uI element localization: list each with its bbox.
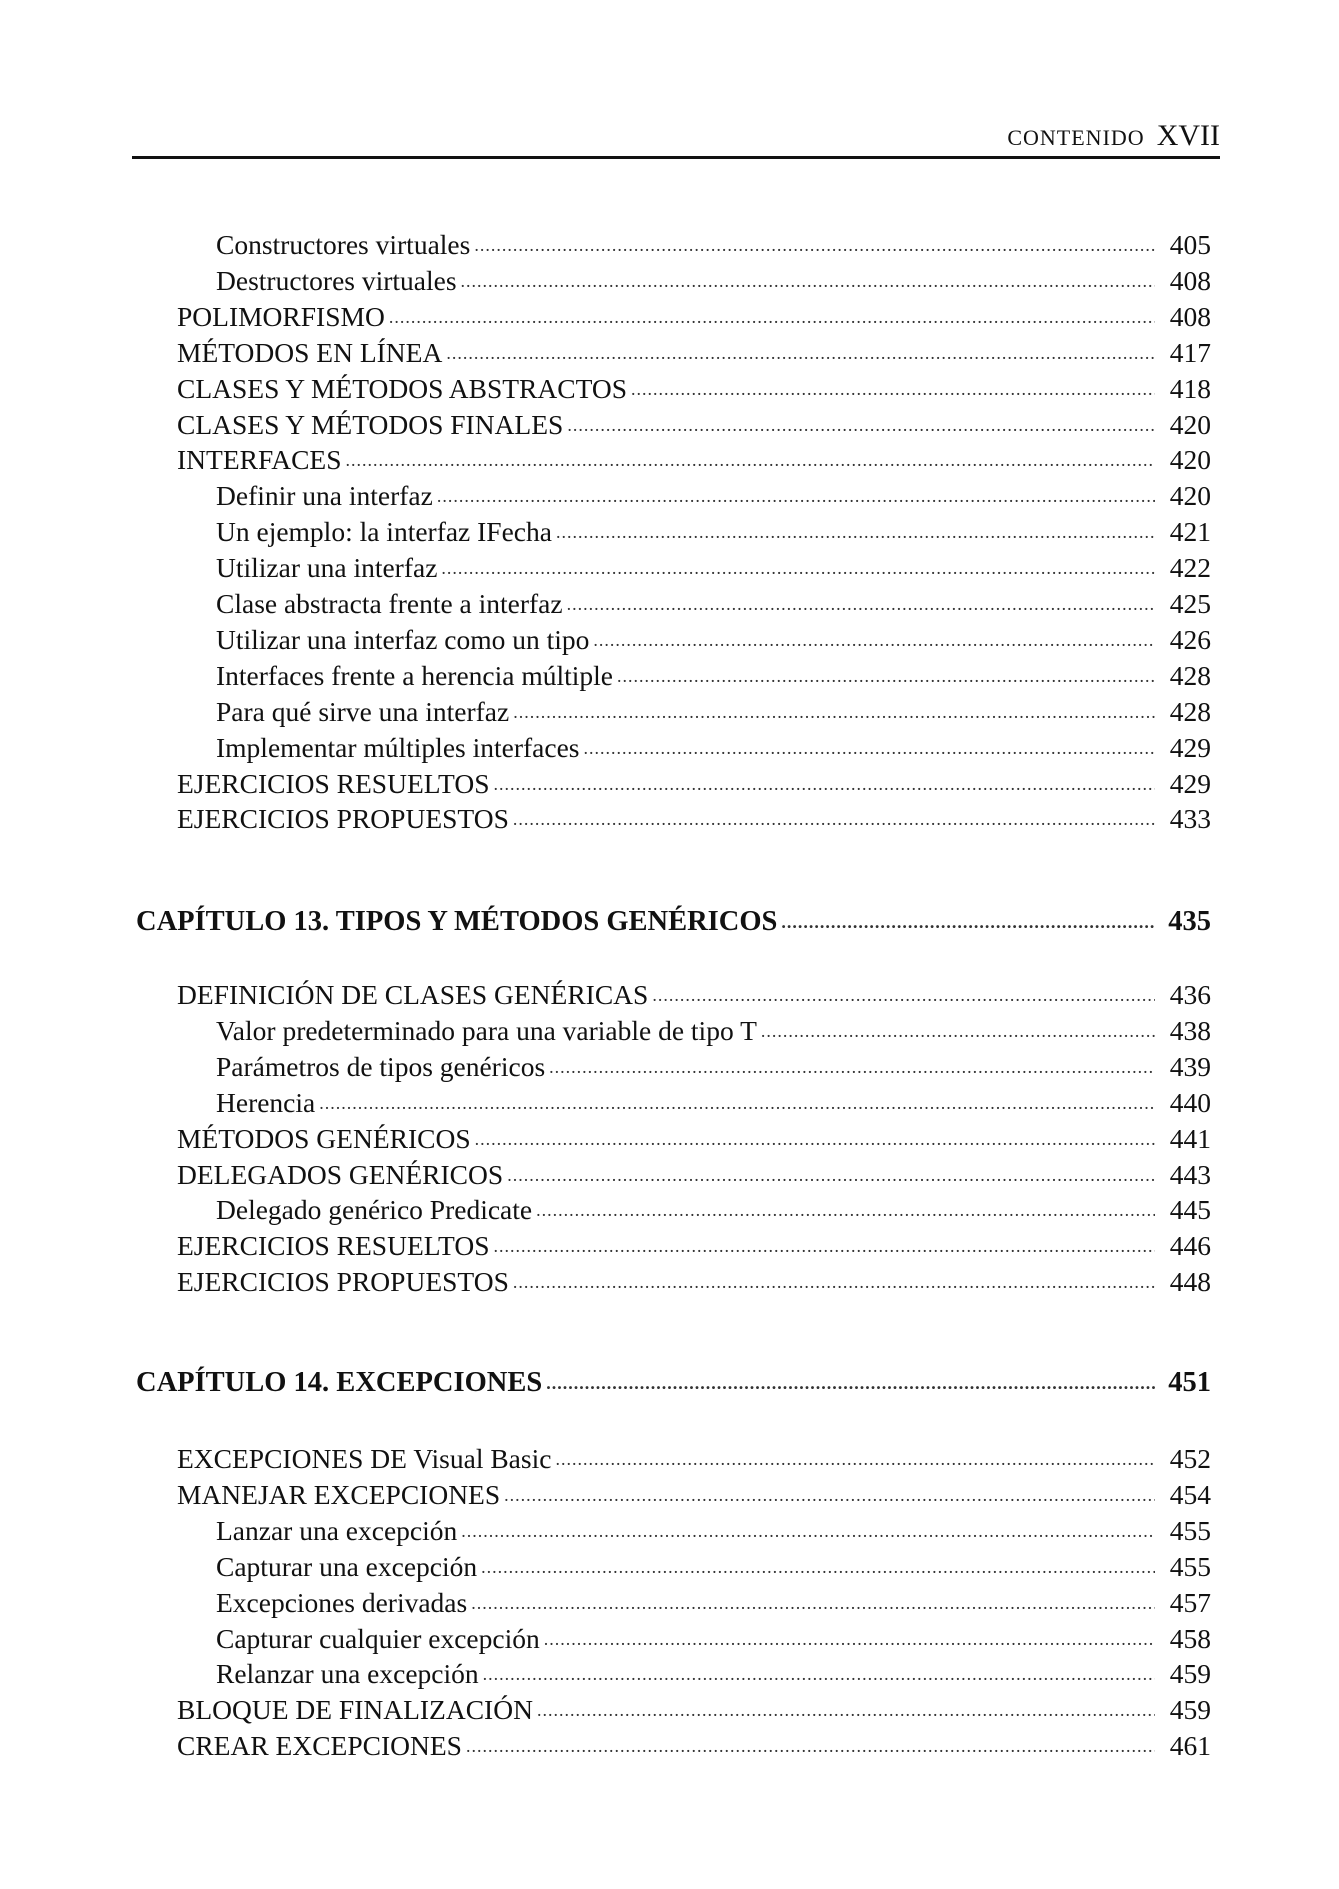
dot-leader [437,486,1155,506]
toc-section-entry[interactable] [177,300,1211,334]
dot-leader [466,1736,1155,1756]
dot-leader [483,1664,1155,1684]
entry-title: BLOQUE DE FINALIZACIÓN [177,1694,533,1726]
entry-page-number: 436 [1169,979,1211,1010]
entry-title: EJERCICIOS RESUELTOS [177,767,490,799]
toc-subsection-entry[interactable] [216,479,1211,513]
header-section-title: CONTENIDO [1007,125,1145,150]
dot-leader [593,630,1155,650]
entry-page-number: 429 [1169,731,1211,763]
toc-section-entry[interactable] [177,1478,1211,1512]
entry-title: Para qué sirve una interfaz [216,695,510,727]
entry-title: DELEGADOS GENÉRICOS [177,1158,504,1190]
toc-section-entry[interactable] [177,802,1211,836]
dot-leader [319,1093,1155,1113]
dot-leader [631,379,1155,399]
entry-title: EJERCICIOS PROPUESTOS [177,1266,509,1298]
entry-title: MÉTODOS EN LÍNEA [177,336,443,368]
toc-subsection-entry[interactable] [216,731,1211,765]
entry-title: DEFINICIÓN DE CLASES GENÉRICAS [177,979,649,1010]
entry-title: MANEJAR EXCEPCIONES [177,1478,501,1510]
dot-leader [504,1485,1155,1505]
toc-section-entry[interactable] [177,1442,1211,1476]
dot-leader [556,522,1155,542]
dot-leader [513,702,1155,722]
entry-page-number: 433 [1169,803,1211,835]
dot-leader [781,912,1155,932]
entry-title: Destructores virtuales [216,264,457,296]
toc-section-entry[interactable] [177,1229,1211,1263]
toc-subsection-entry[interactable] [216,1086,1211,1120]
entry-title: Excepciones derivadas [216,1586,468,1618]
running-header [132,118,1220,156]
dot-leader [546,1373,1155,1393]
entry-page-number: 428 [1169,695,1211,727]
entry-title: Herencia [216,1086,316,1118]
dot-leader [471,1593,1155,1613]
entry-title: Parámetros de tipos genéricos [216,1050,546,1082]
entry-title: Lanzar una excepción [216,1514,458,1546]
chapter-14-heading[interactable] [136,1364,1211,1402]
chapter-title: CAPÍTULO 13. TIPOS Y MÉTODOS GENÉRICOS [136,906,778,937]
entry-page-number: 443 [1169,1158,1211,1190]
dot-leader [513,809,1155,829]
toc-section-entry[interactable] [177,1729,1211,1763]
header-page-number: XVII [1156,119,1220,152]
entry-title: Clase abstracta frente a interfaz [216,588,563,619]
entry-page-number: 440 [1169,1086,1211,1118]
dot-leader [507,1165,1155,1185]
dot-leader [446,343,1155,363]
entry-title: Interfaces frente a herencia múltiple [216,659,613,691]
entry-page-number: 428 [1169,659,1211,691]
dot-leader [544,1629,1155,1649]
dot-leader [494,774,1156,794]
entry-title: CLASES Y MÉTODOS FINALES [177,408,564,440]
entry-title: Utilizar una interfaz [216,552,438,584]
dot-leader [536,1200,1155,1220]
dot-leader [617,666,1155,686]
entry-page-number: 448 [1169,1266,1211,1298]
entry-page-number: 441 [1169,1122,1211,1154]
entry-page-number: 455 [1169,1550,1211,1582]
entry-page-number: 420 [1169,480,1211,512]
entry-title: INTERFACES [177,444,342,476]
entry-title: EJERCICIOS PROPUESTOS [177,803,509,835]
entry-title: Valor predeterminado para una variable de tipo T [216,1014,757,1046]
toc-subsection-entry[interactable] [216,695,1211,729]
toc-subsection-entry[interactable] [216,1014,1211,1048]
entry-page-number: 408 [1169,264,1211,296]
entry-page-number: 457 [1169,1586,1211,1618]
dot-leader [346,450,1155,470]
toc-subsection-entry[interactable] [216,659,1211,693]
toc-subsection-entry[interactable] [216,515,1211,549]
toc-subsection-entry[interactable] [216,1586,1211,1620]
entry-page-number: 439 [1169,1050,1211,1082]
entry-title: Delegado genérico Predicate [216,1194,533,1226]
entry-page-number: 446 [1169,1230,1211,1262]
dot-leader [441,558,1155,578]
chapter-title: CAPÍTULO 14. EXCEPCIONES [136,1367,543,1398]
entry-page-number: 422 [1169,552,1211,584]
entry-page-number: 459 [1169,1694,1211,1726]
entry-page-number: 452 [1169,1443,1211,1474]
entry-page-number: 445 [1169,1194,1211,1226]
entry-title: POLIMORFISMO [177,300,385,332]
toc-subsection-entry[interactable] [216,264,1211,298]
dot-leader [474,235,1155,255]
entry-title: Capturar cualquier excepción [216,1622,540,1654]
entry-page-number: 417 [1169,336,1211,368]
entry-page-number: 455 [1169,1514,1211,1546]
entry-title: Un ejemplo: la interfaz IFecha [216,516,552,548]
entry-page-number: 429 [1169,767,1211,799]
toc-subsection-entry[interactable] [216,551,1211,585]
entry-page-number: 420 [1169,408,1211,440]
dot-leader [761,1021,1155,1041]
dot-leader [389,307,1155,327]
entry-page-number: 426 [1169,623,1211,655]
entry-title: CLASES Y MÉTODOS ABSTRACTOS [177,372,628,404]
dot-leader [475,1129,1155,1149]
dot-leader [567,594,1155,614]
toc-section-entry[interactable] [177,1693,1211,1727]
chapter-13-heading[interactable] [136,903,1211,941]
toc-section-entry[interactable] [177,372,1211,406]
entry-title: Constructores virtuales [216,229,471,260]
toc-section-entry[interactable] [177,1265,1211,1299]
dot-leader [481,1557,1155,1577]
entry-page-number: 454 [1169,1478,1211,1510]
entry-title: EJERCICIOS RESUELTOS [177,1230,490,1262]
entry-title: Utilizar una interfaz como un tipo [216,623,590,655]
toc-subsection-entry[interactable] [216,1657,1211,1691]
entry-page-number: 461 [1169,1730,1211,1762]
entry-title: Relanzar una excepción [216,1658,479,1690]
entry-page-number: 425 [1169,588,1211,619]
dot-leader [513,1272,1155,1292]
entry-title: MÉTODOS GENÉRICOS [177,1122,471,1154]
chapter-page: 451 [1168,1367,1211,1398]
dot-leader [583,738,1155,758]
toc-subsection-entry[interactable] [216,1550,1211,1584]
entry-title: Implementar múltiples interfaces [216,731,580,763]
toc-subsection-entry[interactable] [216,587,1211,621]
entry-page-number: 408 [1169,300,1211,332]
toc-section-entry[interactable] [177,408,1211,442]
entry-page-number: 458 [1169,1622,1211,1654]
entry-page-number: 405 [1169,229,1211,260]
toc-subsection-entry[interactable] [216,228,1211,262]
toc-subsection-entry[interactable] [216,1514,1211,1548]
toc-subsection-entry[interactable] [216,1193,1211,1227]
entry-title: Capturar una excepción [216,1550,478,1582]
toc-section-entry[interactable] [177,1122,1211,1156]
toc-subsection-entry[interactable] [216,623,1211,657]
entry-title: Definir una interfaz [216,480,433,512]
entry-page-number: 418 [1169,372,1211,404]
dot-leader [652,985,1155,1005]
toc-section-entry[interactable] [177,978,1211,1012]
toc-section-entry[interactable] [177,336,1211,370]
dot-leader [567,415,1155,435]
dot-leader [461,1521,1155,1541]
entry-page-number: 421 [1169,516,1211,548]
entry-page-number: 459 [1169,1658,1211,1690]
toc-subsection-entry[interactable] [216,1622,1211,1656]
dot-leader [555,1449,1155,1469]
toc-subsection-entry[interactable] [216,1050,1211,1084]
entry-page-number: 438 [1169,1014,1211,1046]
entry-page-number: 420 [1169,444,1211,476]
dot-leader [461,271,1155,291]
dot-leader [537,1700,1155,1720]
dot-leader [549,1057,1155,1077]
entry-title: CREAR EXCEPCIONES [177,1730,462,1762]
toc-section-entry[interactable] [177,443,1211,477]
dot-leader [494,1236,1156,1256]
toc-section-entry[interactable] [177,1158,1211,1192]
entry-title: EXCEPCIONES DE Visual Basic [177,1443,552,1474]
chapter-page: 435 [1168,906,1211,937]
toc-section-entry[interactable] [177,767,1211,801]
header-rule [132,156,1220,159]
